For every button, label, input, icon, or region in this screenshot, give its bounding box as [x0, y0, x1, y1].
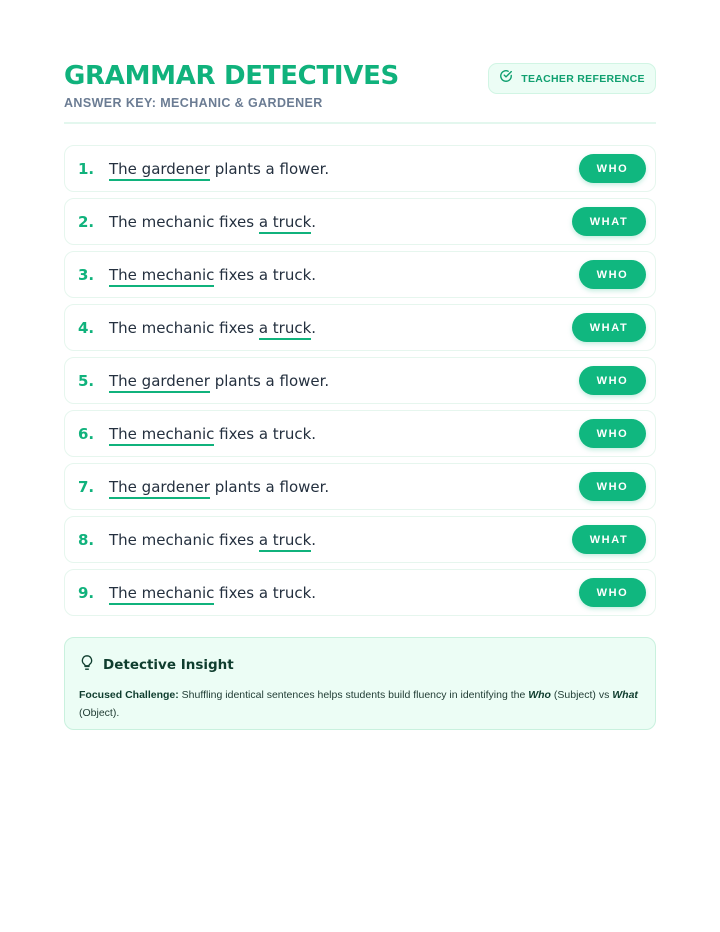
sentence — [109, 584, 316, 602]
sentence — [109, 319, 316, 337]
highlighted-phrase: The gardener — [109, 478, 210, 499]
highlighted-phrase: a truck — [259, 213, 311, 234]
teacher-reference-badge — [488, 63, 656, 94]
insight-header — [79, 654, 641, 676]
check-circle-icon — [499, 69, 513, 88]
answer-row-5 — [64, 357, 656, 404]
highlighted-phrase: The mechanic — [109, 584, 214, 605]
answer-row-3 — [64, 251, 656, 298]
sentence-after: plants a flower. — [209, 477, 330, 496]
teacher-reference-label: TEACHER REFERENCE — [521, 72, 645, 85]
insight-text — [79, 686, 641, 722]
answer-pill: WHO — [579, 419, 646, 448]
sentence-after: fixes a truck. — [214, 424, 317, 443]
answer-row-6 — [64, 410, 656, 457]
sentence — [109, 531, 316, 549]
insight-text-part: Shuffling identical sentences helps students build fluency in identifying the — [178, 689, 529, 701]
answer-row-9 — [64, 569, 656, 616]
sentence-after: plants a flower. — [209, 371, 330, 390]
highlighted-phrase: The gardener — [109, 160, 210, 181]
sentence-after: . — [311, 212, 317, 231]
sentence-after: fixes a truck. — [214, 265, 317, 284]
sentence-before: The mechanic fixes — [109, 212, 259, 231]
highlighted-phrase: a truck — [259, 319, 311, 340]
item-number: 6. — [78, 424, 95, 443]
insight-text-part: (Subject) vs — [550, 689, 613, 701]
answer-pill: WHO — [579, 366, 646, 395]
highlighted-phrase: The gardener — [109, 372, 210, 393]
answer-pill: WHAT — [572, 207, 646, 236]
sentence-before: The mechanic fixes — [109, 318, 259, 337]
item-number: 9. — [78, 583, 95, 602]
answer-pill: WHO — [579, 260, 646, 289]
sentence — [109, 266, 316, 284]
answer-pill: WHO — [579, 578, 646, 607]
sentence-after: . — [311, 530, 317, 549]
insight-lead: Focused Challenge: — [79, 689, 179, 701]
answer-pill: WHO — [579, 472, 646, 501]
item-number: 4. — [78, 318, 95, 337]
page-title: GRAMMAR DETECTIVES — [64, 61, 399, 91]
highlighted-phrase: The mechanic — [109, 425, 214, 446]
header-divider — [64, 122, 656, 124]
answer-row-2 — [64, 198, 656, 245]
sentence — [109, 425, 316, 443]
sentence — [109, 478, 329, 496]
highlighted-phrase: The mechanic — [109, 266, 214, 287]
answer-row-8 — [64, 516, 656, 563]
sentence-after: plants a flower. — [209, 159, 330, 178]
insight-title: Detective Insight — [103, 657, 234, 673]
answer-pill: WHAT — [572, 525, 646, 554]
page-subtitle: ANSWER KEY: MECHANIC & GARDENER — [64, 96, 323, 110]
answer-pill: WHAT — [572, 313, 646, 342]
sentence — [109, 372, 329, 390]
answer-pill: WHO — [579, 154, 646, 183]
sentence-after: fixes a truck. — [214, 583, 317, 602]
item-number: 5. — [78, 371, 95, 390]
sentence-after: . — [311, 318, 317, 337]
sentence — [109, 160, 329, 178]
item-number: 8. — [78, 530, 95, 549]
what-term: What — [612, 689, 638, 701]
page-header — [64, 60, 656, 124]
detective-insight-box — [64, 637, 656, 730]
answer-row-7 — [64, 463, 656, 510]
answer-list — [64, 145, 656, 622]
lightbulb-icon — [79, 654, 95, 676]
sentence — [109, 213, 316, 231]
who-term: Who — [528, 689, 551, 701]
item-number: 3. — [78, 265, 95, 284]
sentence-before: The mechanic fixes — [109, 530, 259, 549]
highlighted-phrase: a truck — [259, 531, 311, 552]
item-number: 2. — [78, 212, 95, 231]
answer-row-1 — [64, 145, 656, 192]
item-number: 7. — [78, 477, 95, 496]
item-number: 1. — [78, 159, 95, 178]
insight-text-part: (Object). — [79, 707, 120, 719]
answer-row-4 — [64, 304, 656, 351]
